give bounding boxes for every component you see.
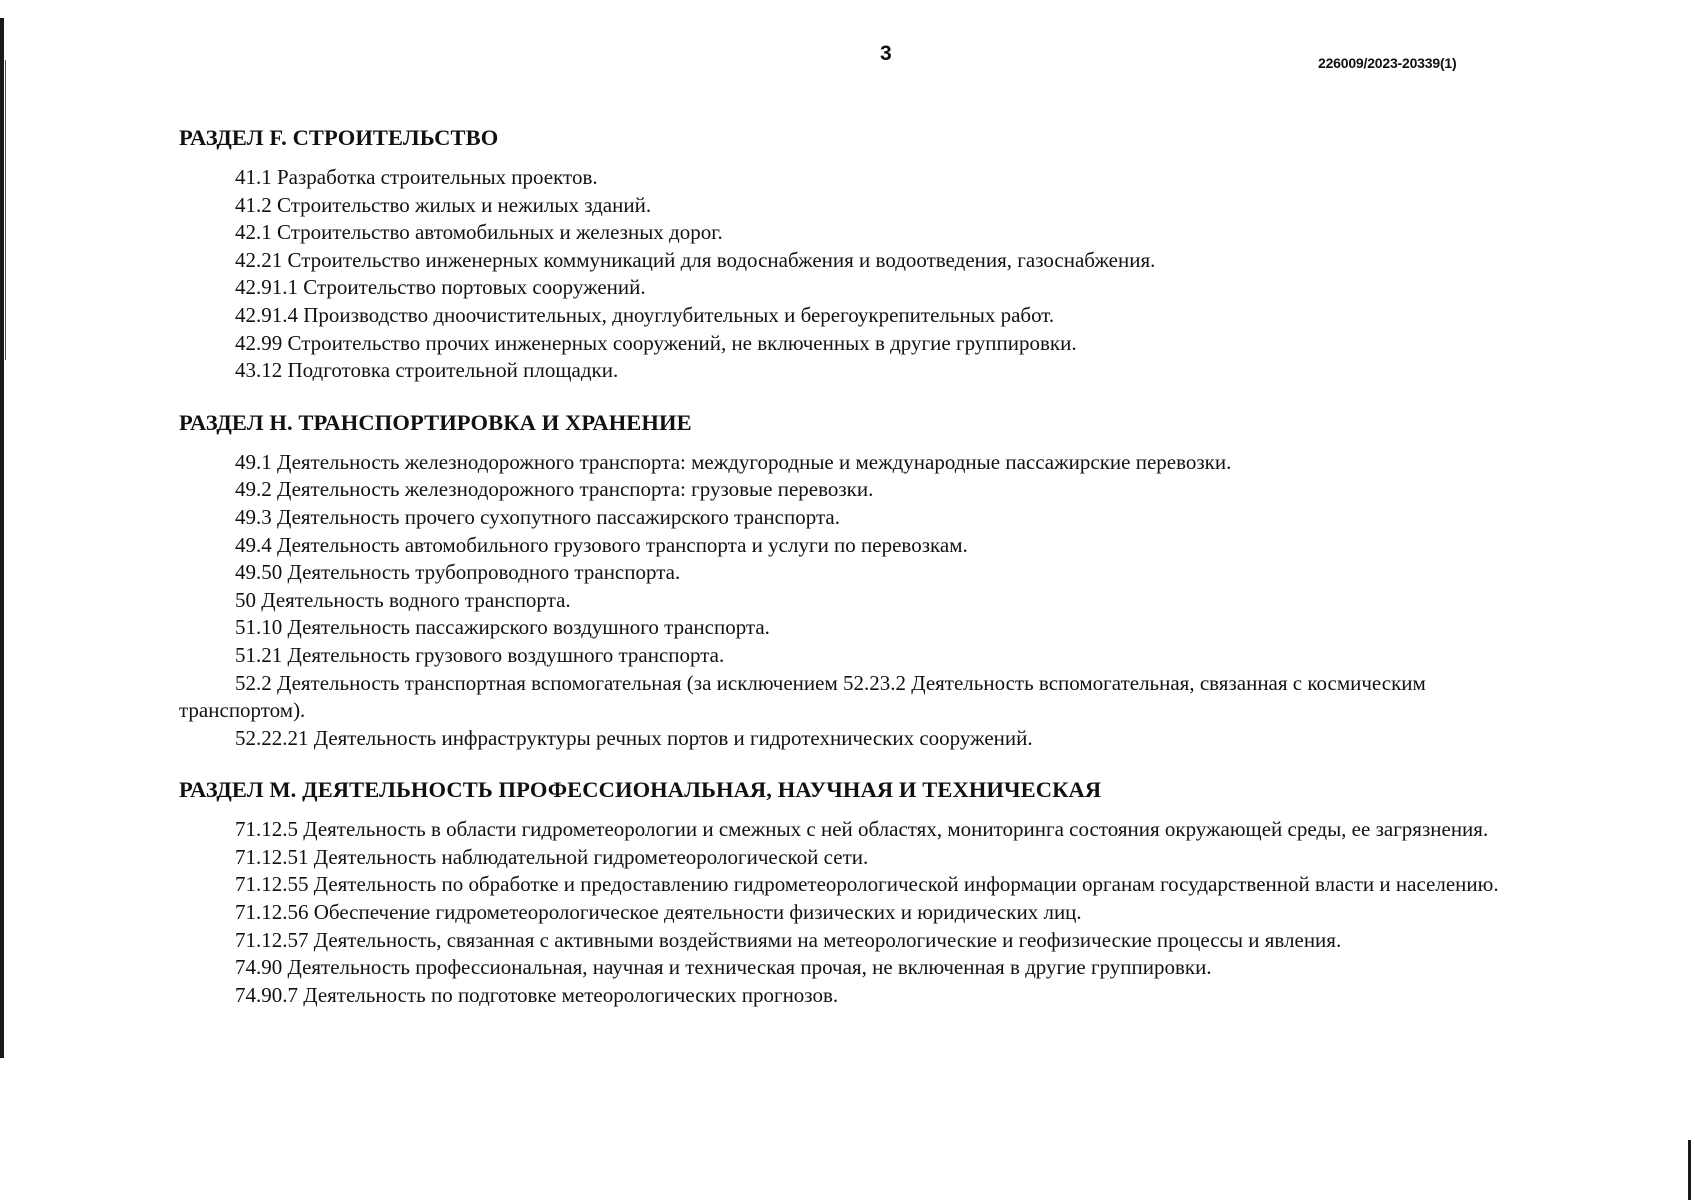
section-item-list — [179, 164, 1549, 385]
document-id: 226009/2023-20339(1) — [1318, 55, 1457, 71]
list-item: 52.22.21 Деятельность инфраструктуры речных портов и гидротехнических сооружений. — [235, 725, 1033, 750]
list-item: 42.99 Строительство прочих инженерных сооружений, не включенных в другие группировки. — [235, 330, 1077, 355]
section-heading: РАЗДЕЛ М. ДЕЯТЕЛЬНОСТЬ ПРОФЕССИОНАЛЬНАЯ, НАУЧНАЯ И ТЕХНИЧЕСКАЯ — [179, 777, 1102, 803]
page-number: 3 — [880, 42, 892, 65]
list-item: 49.1 Деятельность железнодорожного транспорта: междугородные и международные пассажирские перевозки. — [235, 449, 1232, 474]
list-item: 41.2 Строительство жилых и нежилых зданий. — [235, 192, 652, 217]
section-m — [179, 774, 1549, 1009]
list-item: 41.1 Разработка строительных проектов. — [235, 165, 598, 189]
section-item-list — [179, 816, 1549, 1009]
list-item: 51.10 Деятельность пассажирского воздушного транспорта. — [235, 615, 770, 640]
list-item: 71.12.5 Деятельность в области гидрометеорологии и смежных с ней областях, мониторинга состояния окружающей среды, ее загрязнения. — [235, 817, 1489, 842]
list-item: 42.91.1 Строительство портовых сооружений. — [235, 275, 646, 300]
list-item: 71.12.55 Деятельность по обработке и предоставлению гидрометеорологической информации органам государственной власти и населению. — [235, 872, 1499, 897]
list-item: 50 Деятельность водного транспорта. — [235, 587, 571, 612]
list-item: 49.3 Деятельность прочего сухопутного пассажирского транспорта. — [235, 504, 840, 529]
list-item: 71.12.56 Обеспечение гидрометеорологическое деятельности физических и юридических лиц. — [235, 900, 1082, 925]
scan-edge-left — [0, 18, 4, 1058]
section-f — [179, 122, 1549, 385]
list-item: 74.90 Деятельность профессиональная, научная и техническая прочая, не включенная в другие группировки. — [235, 955, 1212, 980]
document-body — [179, 122, 1549, 1031]
list-item: 49.2 Деятельность железнодорожного транспорта: грузовые перевозки. — [235, 477, 874, 502]
list-item: 51.21 Деятельность грузового воздушного транспорта. — [235, 642, 725, 667]
list-item: 42.21 Строительство инженерных коммуникаций для водоснабжения и водоотведения, газоснабжения. — [235, 247, 1156, 272]
list-item: 49.4 Деятельность автомобильного грузового транспорта и услуги по перевозкам. — [235, 532, 968, 557]
list-item: 42.1 Строительство автомобильных и железных дорог. — [235, 220, 723, 245]
section-h — [179, 407, 1549, 753]
section-heading: РАЗДЕЛ Н. ТРАНСПОРТИРОВКА И ХРАНЕНИЕ — [179, 409, 692, 435]
section-item-list — [179, 449, 1549, 753]
list-item: 74.90.7 Деятельность по подготовке метеорологических прогнозов. — [235, 982, 839, 1007]
list-item: 42.91.4 Производство дноочистительных, дноуглубительных и берегоукрепительных работ. — [235, 302, 1055, 327]
list-item: 43.12 Подготовка строительной площадки. — [235, 358, 619, 383]
scan-edge-right — [1688, 1140, 1691, 1200]
list-item: 52.2 Деятельность транспортная вспомогательная (за исключением 52.23.2 Деятельность вспомогательная, связанная с космическим транспортом). — [179, 670, 1426, 723]
list-item: 71.12.57 Деятельность, связанная с активными воздействиями на метеорологические и геофизические процессы и явления. — [235, 927, 1342, 952]
list-item: 71.12.51 Деятельность наблюдательной гидрометеорологической сети. — [235, 844, 869, 869]
scan-edge-left-inner — [5, 60, 6, 360]
section-heading: РАЗДЕЛ F. СТРОИТЕЛЬСТВО — [179, 125, 499, 150]
list-item: 49.50 Деятельность трубопроводного транспорта. — [235, 560, 681, 585]
